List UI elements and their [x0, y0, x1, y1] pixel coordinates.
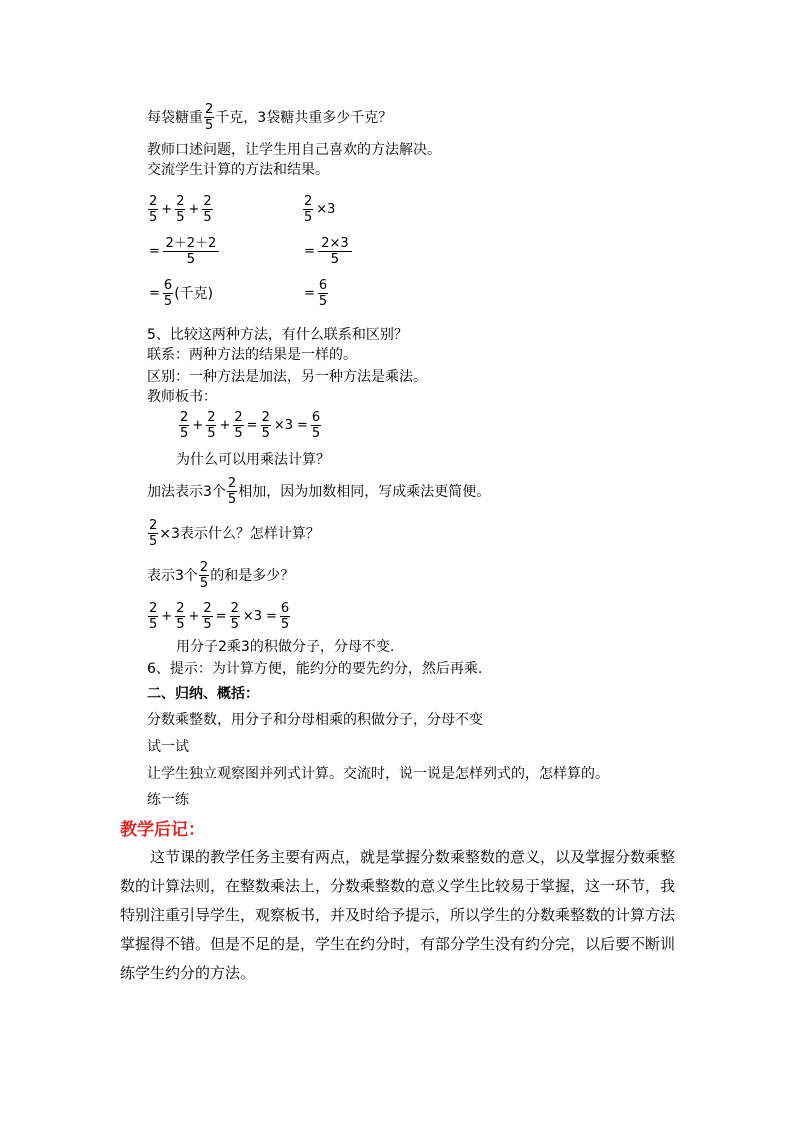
- fraction: [280, 601, 290, 632]
- denominator: 5: [180, 426, 189, 441]
- equals-sign: =: [304, 285, 315, 301]
- numerator: 2: [203, 194, 212, 209]
- equals-sign: =: [246, 417, 258, 433]
- numerator: 2: [149, 601, 158, 616]
- denominator: 5: [203, 210, 212, 225]
- numerator: 2: [207, 410, 216, 425]
- method-b-row1: [302, 194, 337, 225]
- text-segment: 表示3个: [147, 567, 198, 584]
- numerator: 2: [149, 194, 158, 209]
- numerator: 6: [311, 410, 321, 425]
- denominator: 5: [176, 210, 185, 225]
- equals-sign: =: [297, 417, 308, 433]
- exchange-line: 交流学生计算的方法和结果。: [147, 162, 329, 178]
- fraction: [318, 236, 352, 267]
- problem-line: [147, 102, 392, 133]
- denominator: 5: [318, 294, 328, 309]
- numerator: 2: [304, 194, 313, 209]
- text-segment: ×3表示什么？怎样计算？: [159, 525, 320, 542]
- method-a-row3: [147, 278, 213, 309]
- question-6: 6、提示：为计算方便，能约分的要先约分，然后再乘.: [147, 661, 483, 677]
- fraction: [227, 476, 237, 507]
- sum-question-line: [147, 560, 294, 591]
- equals-sign: =: [149, 285, 160, 301]
- teacher-line: 教师口述问题，让学生用自己喜欢的方法解决。: [147, 142, 441, 158]
- try-it-description: 让学生独立观察图并列式计算。交流时，说一说是怎样列式的，怎样算的。: [147, 766, 609, 782]
- text-segment: 加法表示3个: [147, 483, 226, 500]
- numerator: 2: [227, 476, 237, 491]
- plus-sign: +: [188, 608, 200, 624]
- denominator: 5: [234, 426, 243, 441]
- numerator: 2: [230, 601, 239, 616]
- denominator: 5: [205, 118, 214, 133]
- fraction: [202, 194, 212, 225]
- fraction: [261, 410, 271, 441]
- equals-sign: =: [149, 243, 160, 259]
- denominator: 5: [203, 617, 212, 632]
- plus-sign: +: [161, 608, 173, 624]
- problem-text-pre: 每袋糖重: [147, 109, 203, 126]
- denominator: 5: [199, 576, 209, 591]
- method-b-row2: [302, 236, 353, 267]
- rule-line: 分数乘整数，用分子和分母相乘的积做分子，分母不变: [147, 712, 483, 728]
- denominator: 5: [207, 426, 216, 441]
- fraction: [318, 278, 328, 309]
- equals-sign: =: [215, 608, 227, 624]
- problem-text-post: 千克，3袋糖共重多少千克？: [215, 109, 393, 126]
- method-a-row2: [147, 236, 220, 267]
- method-b-row3: [302, 278, 329, 309]
- fraction: [148, 518, 158, 549]
- denominator: 5: [149, 534, 158, 549]
- fraction: [206, 410, 216, 441]
- fraction: [230, 601, 240, 632]
- add-explain-line: [147, 476, 490, 507]
- numerator: 2: [180, 410, 189, 425]
- numerator: 2: [149, 518, 158, 533]
- denominator: 5: [280, 617, 290, 632]
- fraction: [199, 560, 209, 591]
- numerator: 2＋2＋2: [165, 236, 217, 251]
- denominator: 5: [149, 617, 158, 632]
- numerator: 6: [280, 601, 290, 616]
- plus-sign: +: [192, 417, 204, 433]
- question-5: 5、比较这两种方法，有什么联系和区别？: [147, 327, 408, 343]
- equals-sign: =: [304, 243, 315, 259]
- unit-kg: (千克): [174, 285, 214, 302]
- denominator: 5: [176, 617, 185, 632]
- board-label: 教师板书：: [147, 389, 217, 405]
- times-three: ×3: [242, 608, 263, 624]
- difference-line: 区别：一种方法是加法，另一种方法是乘法。: [147, 369, 427, 385]
- numerator: 2: [176, 194, 185, 209]
- denominator: 5: [230, 617, 239, 632]
- fraction: [303, 194, 313, 225]
- equals-sign: =: [266, 608, 277, 624]
- section-2-heading: 二、归纳、概括：: [147, 686, 259, 702]
- fraction: [204, 102, 214, 133]
- fraction: [148, 601, 158, 632]
- numerator: 2: [203, 601, 212, 616]
- numerator: 2: [234, 410, 243, 425]
- fraction: [163, 278, 173, 309]
- numerator-rule: 用分子2乘3的积做分子，分母不变.: [176, 639, 395, 655]
- numerator: 6: [163, 278, 173, 293]
- denominator: 5: [163, 251, 219, 267]
- numerator: 2: [199, 560, 209, 575]
- denominator: 5: [311, 426, 321, 441]
- text-segment: 的和是多少？: [210, 567, 295, 584]
- fraction: [163, 236, 219, 267]
- text-segment: 相加，因为加数相同，写成乘法更简便。: [238, 483, 491, 500]
- why-question: 为什么可以用乘法计算？: [176, 452, 330, 468]
- try-it-label: 试一试: [147, 739, 189, 755]
- denominator: 5: [227, 492, 237, 507]
- board-equation-repeat: [147, 601, 291, 632]
- plus-sign: +: [219, 417, 231, 433]
- fraction: [175, 601, 185, 632]
- fraction: [202, 601, 212, 632]
- fraction: [233, 410, 243, 441]
- denominator: 5: [304, 210, 313, 225]
- method-a-row1: [147, 194, 214, 225]
- numerator: 2: [261, 410, 270, 425]
- numerator: 2×3: [321, 236, 349, 251]
- times-three: ×3: [316, 201, 336, 217]
- fraction: [179, 410, 189, 441]
- plus-sign: +: [161, 201, 173, 217]
- relation-line: 联系：两种方法的结果是一样的。: [147, 347, 357, 363]
- fraction: [311, 410, 321, 441]
- plus-sign: +: [188, 201, 200, 217]
- postscript-heading: 教学后记：: [120, 820, 205, 840]
- times-three: ×3: [273, 417, 294, 433]
- numerator: 2: [205, 102, 214, 117]
- practice-label: 练一练: [147, 792, 189, 808]
- numerator: 2: [176, 601, 185, 616]
- times-question-line: [147, 518, 320, 549]
- denominator: 5: [163, 294, 173, 309]
- denominator: 5: [318, 251, 352, 267]
- board-equation: [178, 410, 322, 441]
- fraction: [175, 194, 185, 225]
- numerator: 6: [318, 278, 328, 293]
- denominator: 5: [149, 210, 158, 225]
- fraction: [148, 194, 158, 225]
- denominator: 5: [261, 426, 270, 441]
- postscript-body: 这节课的教学任务主要有两点，就是掌握分数乘整数的意义，以及掌握分数乘整数的计算法则，在整数乘法上，分数乘整数的意义学生比较易于掌握，这一环节，我特别注重引导学生，观察板书，并及时给予提示，所以学生的分数乘整数的计算方法掌握得不错。但是不足的是，学生在约分时，有部分学生没有约分完，以后要不断训练学生约分的方法。: [120, 848, 676, 982]
